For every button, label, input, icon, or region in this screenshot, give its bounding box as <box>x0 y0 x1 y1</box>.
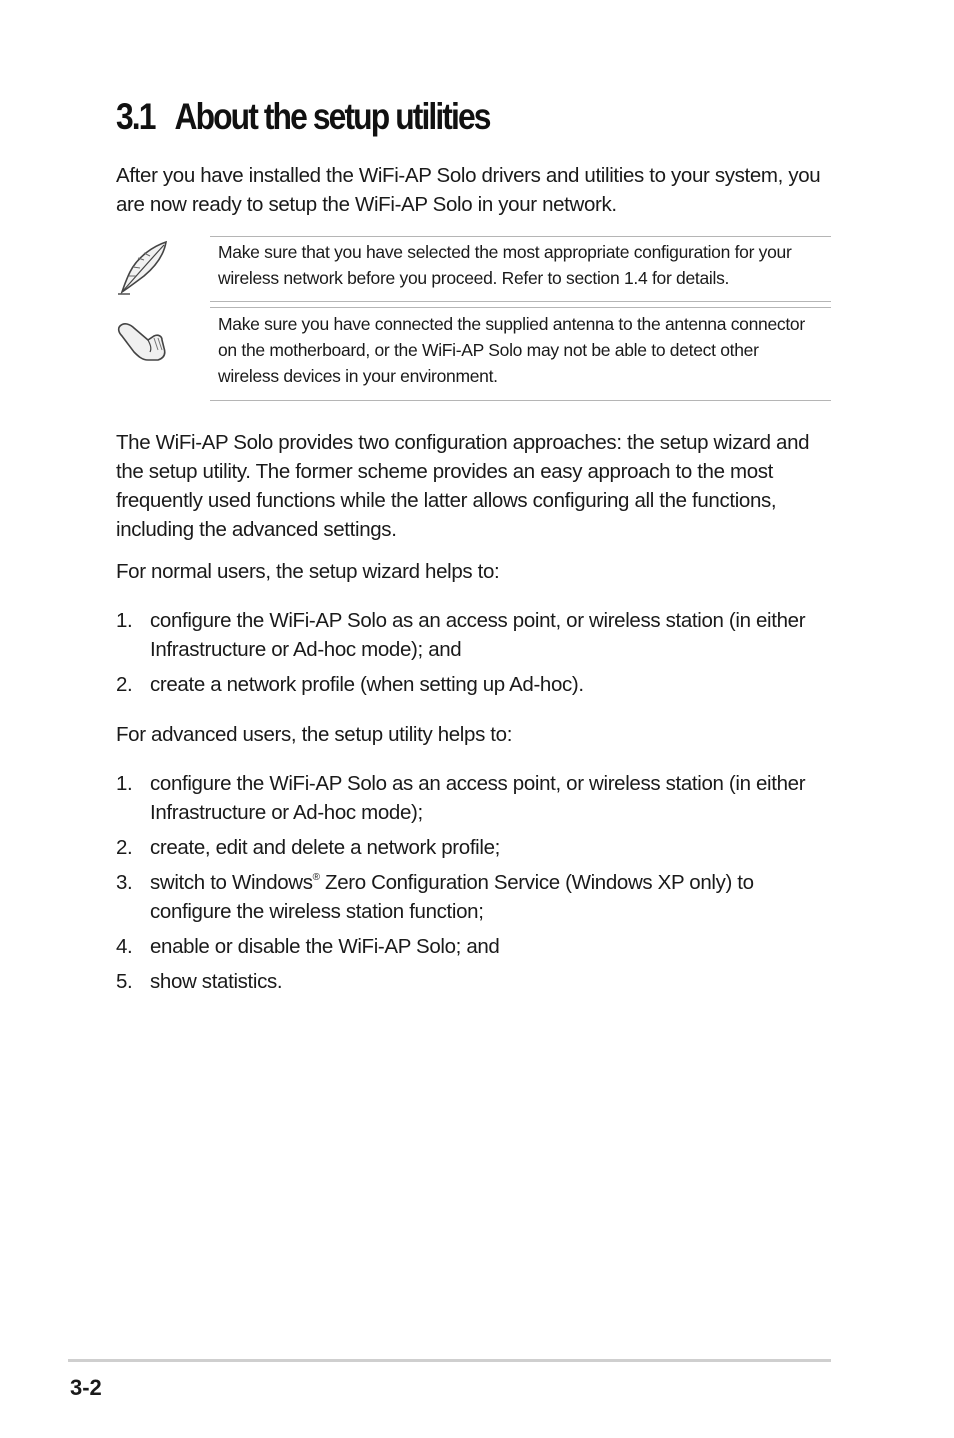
page-number: 3-2 <box>70 1375 102 1400</box>
list-item: 3. switch to Windows® Zero Configuration Service (Windows XP only) to configure the wireless station function; <box>116 871 754 923</box>
list-item: 1. configure the WiFi-AP Solo as an access point, or wireless station (in either Infrastructure or Ad-hoc mode); <box>116 772 806 824</box>
utility-lead: For advanced users, the setup utility helps to: <box>116 723 513 746</box>
list-item: 2. create, edit and delete a network profile; <box>116 836 500 859</box>
note-feather-icon <box>114 238 174 298</box>
note-box-antenna <box>210 307 831 401</box>
note-box-configuration <box>210 236 831 302</box>
section-title: About the setup utilities <box>174 96 490 137</box>
section-number: 3.1 <box>116 96 155 137</box>
list-item: 2. create a network profile (when setting up Ad-hoc). <box>116 673 584 696</box>
note-text: Make sure that you have selected the most appropriate configuration for your wireless network before you proceed. Refer to section 1.4 for details. <box>218 242 792 288</box>
pointing-hand-icon <box>114 318 174 364</box>
registered-mark: ® <box>312 872 320 883</box>
utility-list <box>116 769 836 1002</box>
approaches-paragraph: The WiFi-AP Solo provides two configuration approaches: the setup wizard and the setup utility. The former scheme provides an easy approach to the most frequently used functions while the latter allows configuring all the functions, including the advanced settings. <box>116 431 810 541</box>
footer-divider <box>68 1359 831 1362</box>
wizard-lead: For normal users, the setup wizard helps to: <box>116 560 500 583</box>
wizard-list <box>116 606 836 705</box>
intro-paragraph: After you have installed the WiFi-AP Solo drivers and utilities to your system, you are now ready to setup the WiFi-AP Solo in your network. <box>116 164 821 216</box>
list-item: 4. enable or disable the WiFi-AP Solo; and <box>116 935 500 958</box>
list-item: 5. show statistics. <box>116 970 283 993</box>
note-text: Make sure you have connected the supplied antenna to the antenna connector on the motherboard, or the WiFi-AP Solo may not be able to detect other wireless devices in your environment. <box>218 314 805 386</box>
section-heading <box>116 96 490 138</box>
list-item: 1. configure the WiFi-AP Solo as an access point, or wireless station (in either Infrastructure or Ad-hoc mode); and <box>116 609 806 661</box>
